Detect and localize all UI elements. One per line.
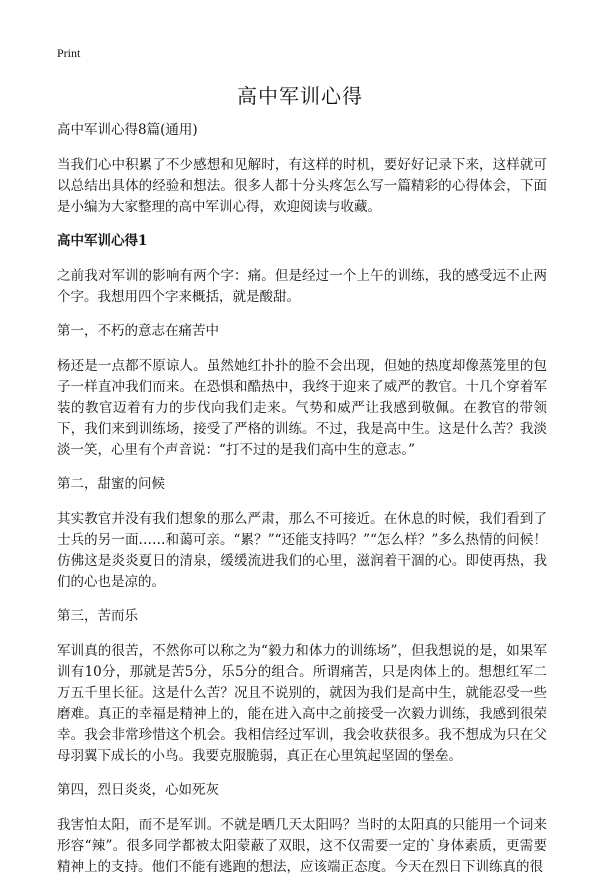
section-intro-paragraph: 之前我对军训的影响有两个字：痛。但是经过一个上午的训练，我的感受远不止两个字。我想用四个字来概括，就是酸甜。 [57, 268, 547, 305]
print-link[interactable]: Print [57, 46, 81, 60]
point-body-3: 军训真的很苦，不然你可以称之为“毅力和体力的训练场”，但我想说的是，如果军训有10分，那就是苦5分，乐5分的组合。所谓痛苦，只是肉体上的。想想红军二万五千里长征。这是什么苦？况且不说别的，就因为我们是高中生，就能忍受一些磨难。真正的幸福是精神上的，能在进入高中之前接受一次毅力训练，我感到很荣幸。我会非常珍惜这个机会。我相信经过军训，我会收获很多。我不想成为只在父母羽翼下成长的小鸟。我要克服脆弱，真正在心里筑起坚固的堡垒。 [57, 643, 547, 764]
point-heading-4: 第四，烈日炎炎，心如死灰 [57, 782, 219, 798]
section-heading: 高中军训心得1 [57, 233, 148, 249]
point-heading-2: 第二，甜蜜的问候 [57, 476, 165, 492]
page-title: 高中军训心得 [237, 84, 363, 108]
point-body-2: 其实教官并没有我们想象的那么严肃，那么不可接近。在休息的时候，我们看到了士兵的另一面……和蔼可亲。“累？”“还能支持吗？”“怎么样？”多么热情的问候！仿佛这是炎炎夏日的清泉，缓缓流进我们的心里，滋润着干涸的心。即使再热，我们的心也是凉的。 [57, 511, 547, 590]
point-heading-3: 第三，苦而乐 [57, 608, 138, 624]
point-body-4: 我害怕太阳，而不是军训。不就是晒几天太阳吗？当时的太阳真的只能用一个词来形容“辣”。很多同学都被太阳蒙蔽了双眼，这不仅需要一定的`身体素质，更需要精神上的支持。他们不能有逃跑的想法，应该端正态度。今天在烈日下训练真的很 [57, 817, 547, 875]
point-body-1: 杨还是一点都不原谅人。虽然她红扑扑的脸不会出现，但她的热度却像蒸笼里的包子一样直冲我们而来。在恐惧和酷热中，我终于迎来了威严的教官。十几个穿着军装的教官迈着有力的步伐向我们走来。气势和威严让我感到敬佩。在教官的带领下，我们来到训练场，接受了严格的训练。不过，我是高中生。这是什么苦？我淡淡一笑，心里有个声音说：“打不过的是我们高中生的意志。” [57, 358, 547, 458]
article-body [57, 120, 547, 891]
intro-paragraph: 当我们心中积累了不少感想和见解时，有这样的时机，要好好记录下来，这样就可以总结出具体的经验和想法。很多人都十分头疼怎么写一篇精彩的心得体会，下面是小编为大家整理的高中军训心得，欢迎阅读与收藏。 [57, 157, 547, 215]
article-subtitle: 高中军训心得8篇(通用) [57, 122, 198, 138]
point-heading-1: 第一，不朽的意志在痛苦中 [57, 323, 219, 339]
